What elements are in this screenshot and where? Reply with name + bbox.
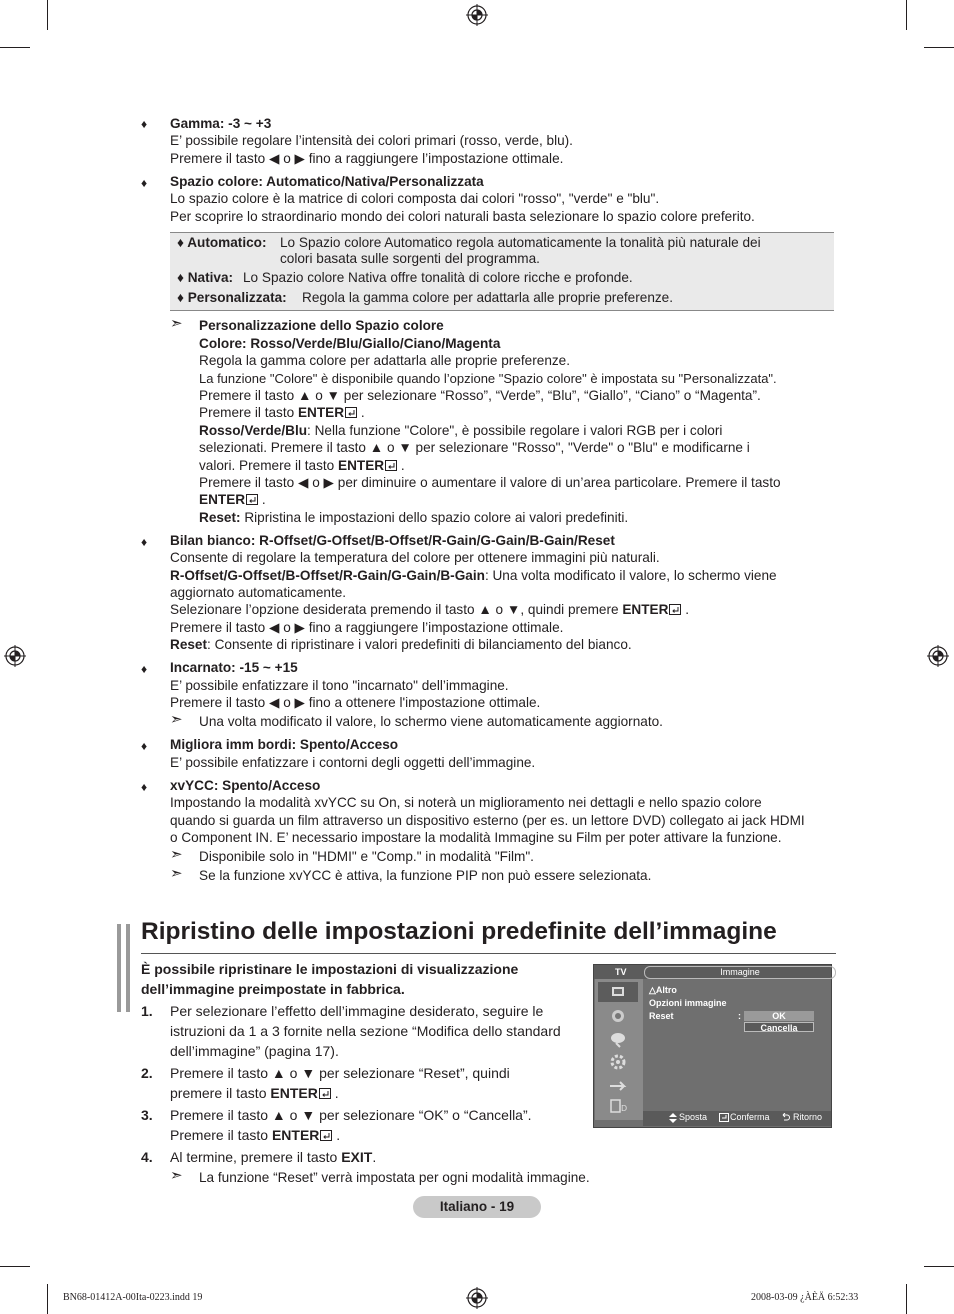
note-line: Premere il tasto ▲ o ▼ per selezionare “Rosso”, “Verde”, “Blu”, “Giallo”, “Ciano” o “Magenta”. bbox=[199, 388, 761, 403]
registration-mark-icon bbox=[466, 1287, 488, 1309]
xvycc-line: quando si guarda un film attraverso un dispositivo esterno (per es. un lettore DVD) collegato ai jack HDMI bbox=[170, 813, 805, 828]
xvycc-line: Impostando la modalità xvYCC su On, si noterà un miglioramento nei dettagli e nello spazio colore bbox=[170, 795, 762, 810]
svg-text:D: D bbox=[621, 1104, 628, 1113]
status-return: Ritorno bbox=[793, 1112, 823, 1122]
intro-text: È possibile ripristinare le impostazioni di visualizzazione bbox=[141, 961, 519, 977]
option-cancel[interactable]: Cancella bbox=[744, 1022, 814, 1032]
menu-title: Immagine bbox=[720, 967, 760, 977]
footer-file: BN68-01412A-00Ita-0223.indd 19 bbox=[63, 1292, 203, 1303]
input-icon bbox=[598, 1074, 638, 1094]
enter-icon bbox=[345, 407, 357, 418]
picture-icon bbox=[598, 982, 638, 1002]
sound-icon bbox=[598, 1006, 638, 1026]
gamma-line: E’ possibile regolare l’intensità dei colori primari (rosso, verde, blu). bbox=[170, 133, 573, 148]
note-line: Rosso/Verde/Blu: Nella funzione "Colore", è possibile regolare i valori RGB per i colori bbox=[199, 423, 723, 438]
option-text: Lo Spazio colore Nativa offre tonalità di colore ricche e profonde. bbox=[243, 270, 633, 285]
enter-icon bbox=[320, 1130, 332, 1141]
note-icon: ➣ bbox=[170, 846, 183, 863]
bilan-line: Reset: Consente di ripristinare i valori predefiniti di bilanciamento del bianco. bbox=[170, 637, 632, 652]
step-number: 3. bbox=[141, 1107, 153, 1123]
note-line: La funzione "Colore" è disponibile quando l’opzione "Spazio colore" è impostata su "Personalizzata". bbox=[199, 371, 777, 386]
migliora-line: E’ possibile enfatizzare i contorni degli oggetti dell’immagine. bbox=[170, 755, 536, 770]
spazio-line: Lo spazio colore è la matrice di colori composta dai colori "rosso", "verde" e "blu". bbox=[170, 191, 660, 206]
menu-item-picture-options[interactable]: Opzioni immagine bbox=[649, 998, 727, 1008]
page-number-badge: Italiano - 19 bbox=[413, 1196, 541, 1218]
note-line: selezionati. Premere il tasto ▲ o ▼ per selezionare "Rosso", "Verde" o "Blu" e modificarne i bbox=[199, 440, 750, 455]
note-line: ENTER . bbox=[199, 492, 266, 507]
migliora-title: Migliora imm bordi: Spento/Acceso bbox=[170, 737, 399, 752]
note-icon: ➣ bbox=[170, 865, 183, 882]
bullet-icon: ♦ bbox=[141, 780, 148, 794]
option-label: ♦ Automatico: bbox=[177, 235, 267, 250]
xvycc-line: o Component IN. E’ necessario impostare la modalità Immagine su Film per poter attivare la funzione. bbox=[170, 830, 782, 845]
registration-mark-icon bbox=[927, 645, 949, 667]
enter-icon bbox=[319, 1088, 331, 1099]
note-line: Se la funzione xvYCC è attiva, la funzione PIP non può essere selezionata. bbox=[199, 868, 652, 883]
spazio-line: Per scoprire lo straordinario mondo dei colori naturali basta selezionare lo spazio colore preferito. bbox=[170, 209, 755, 224]
heading-rule bbox=[141, 953, 836, 954]
step-text: Al termine, premere il tasto EXIT. bbox=[170, 1149, 377, 1165]
move-arrows-icon bbox=[669, 1113, 677, 1123]
section-heading: Ripristino delle impostazioni predefinite dell’immagine bbox=[141, 918, 777, 945]
heading-accent-bar bbox=[117, 924, 121, 1012]
menu-item-colon: : bbox=[738, 1011, 741, 1021]
return-icon bbox=[781, 1113, 790, 1122]
option-label: ♦ Nativa: bbox=[177, 270, 234, 285]
step-text: Premere il tasto ENTER . bbox=[170, 1127, 341, 1143]
bilan-line: Consente di regolare la temperatura del colore per ottenere immagini più naturali. bbox=[170, 550, 660, 565]
tv-menu-screenshot bbox=[593, 964, 832, 1128]
registration-mark-icon bbox=[4, 645, 26, 667]
menu-item-back[interactable]: △Altro bbox=[649, 985, 677, 995]
menu-item-reset[interactable]: Reset bbox=[649, 1011, 674, 1021]
bilan-line: Premere il tasto ◀ o ▶ fino a raggiungere l’impostazione ottimale. bbox=[170, 620, 564, 635]
step-text: dell’immagine” (pagina 17). bbox=[170, 1043, 339, 1059]
note-icon: ➣ bbox=[170, 315, 183, 332]
heading-accent-bar bbox=[126, 924, 130, 1012]
incarnato-line: E’ possibile enfatizzare il tono "incarnato" dell’immagine. bbox=[170, 678, 509, 693]
crop-mark bbox=[0, 47, 30, 48]
note-line: valori. Premere il tasto ENTER . bbox=[199, 458, 405, 473]
option-text: colori basata sulle sorgenti del programma. bbox=[280, 251, 540, 266]
registration-mark-icon bbox=[466, 4, 488, 26]
note-line: Una volta modificato il valore, lo schermo viene automaticamente aggiornato. bbox=[199, 714, 663, 729]
incarnato-title: Incarnato: -15 ~ +15 bbox=[170, 660, 298, 675]
status-confirm: Conferma bbox=[730, 1112, 770, 1122]
enter-icon bbox=[246, 494, 258, 505]
step-text: Premere il tasto ▲ o ▼ per selezionare “Reset”, quindi bbox=[170, 1065, 510, 1081]
option-text: Regola la gamma colore per adattarla alle proprie preferenze. bbox=[302, 290, 674, 305]
option-ok[interactable]: OK bbox=[744, 1011, 814, 1021]
option-text: Lo Spazio colore Automatico regola automaticamente la tonalità più naturale dei bbox=[280, 235, 761, 250]
channel-icon bbox=[598, 1029, 638, 1049]
step-number: 2. bbox=[141, 1065, 153, 1081]
option-label: ♦ Personalizzata: bbox=[177, 290, 287, 305]
bullet-icon: ♦ bbox=[141, 739, 148, 753]
step-text: Per selezionare l’effetto dell’immagine desiderato, seguire le bbox=[170, 1003, 544, 1019]
setup-icon bbox=[598, 1052, 638, 1072]
note-line: Disponibile solo in "HDMI" e "Comp." in modalità "Film". bbox=[199, 849, 534, 864]
crop-mark bbox=[0, 1266, 30, 1267]
note-line: Premere il tasto ENTER . bbox=[199, 405, 365, 420]
enter-icon bbox=[669, 604, 681, 615]
note-line: Regola la gamma colore per adattarla alle proprie preferenze. bbox=[199, 353, 571, 368]
incarnato-line: Premere il tasto ◀ o ▶ fino a ottenere l'impostazione ottimale. bbox=[170, 695, 541, 710]
status-move: Sposta bbox=[679, 1112, 708, 1122]
crop-mark bbox=[906, 1284, 907, 1314]
bullet-icon: ♦ bbox=[141, 176, 148, 190]
note-icon: ➣ bbox=[170, 711, 183, 728]
note-title: Colore: Rosso/Verde/Blu/Giallo/Ciano/Magenta bbox=[199, 336, 501, 351]
gamma-line: Premere il tasto ◀ o ▶ fino a raggiungere l’impostazione ottimale. bbox=[170, 151, 564, 166]
step-text: istruzioni da 1 a 3 fornite nella sezione “Modifica dello standard bbox=[170, 1023, 561, 1039]
intro-text: dell’immagine preimpostate in fabbrica. bbox=[141, 981, 405, 997]
bullet-icon: ♦ bbox=[141, 662, 148, 676]
step-number: 1. bbox=[141, 1003, 153, 1019]
crop-mark bbox=[47, 1284, 48, 1314]
enter-icon bbox=[385, 460, 397, 471]
note-icon: ➣ bbox=[170, 1167, 183, 1184]
enter-icon bbox=[719, 1113, 729, 1122]
crop-mark bbox=[924, 1266, 954, 1267]
crop-mark bbox=[906, 0, 907, 30]
step-text: premere il tasto ENTER . bbox=[170, 1085, 339, 1101]
bilan-line: R-Offset/G-Offset/B-Offset/R-Gain/G-Gain/B-Gain: Una volta modificato il valore, lo schermo viene bbox=[170, 568, 777, 583]
xvycc-title: xvYCC: Spento/Acceso bbox=[170, 778, 321, 793]
gamma-title: Gamma: -3 ~ +3 bbox=[170, 116, 272, 131]
application-icon bbox=[598, 1096, 638, 1116]
crop-mark bbox=[47, 0, 48, 30]
bilan-title: Bilan bianco: R-Offset/G-Offset/B-Offset/R-Gain/G-Gain/B-Gain/Reset bbox=[170, 533, 615, 548]
bullet-icon: ♦ bbox=[141, 535, 148, 549]
bilan-line: aggiornato automaticamente. bbox=[170, 585, 347, 600]
note-title: Personalizzazione dello Spazio colore bbox=[199, 318, 444, 333]
step-number: 4. bbox=[141, 1149, 153, 1165]
footer-date: 2008-03-09 ¿ÀÈÄ 6:52:33 bbox=[751, 1292, 859, 1303]
bilan-line: Selezionare l’opzione desiderata premendo il tasto ▲ o ▼, quindi premere ENTER . bbox=[170, 602, 689, 617]
note-line: La funzione “Reset” verrà impostata per ogni modalità immagine. bbox=[199, 1170, 590, 1185]
crop-mark bbox=[924, 47, 954, 48]
note-line: Reset: Ripristina le impostazioni dello spazio colore ai valori predefiniti. bbox=[199, 510, 629, 525]
step-text: Premere il tasto ▲ o ▼ per selezionare “OK” o “Cancella”. bbox=[170, 1107, 532, 1123]
note-line: Premere il tasto ◀ o ▶ per diminuire o aumentare il valore di un’area particolare. Premere il tasto bbox=[199, 475, 781, 490]
spazio-title: Spazio colore: Automatico/Nativa/Personalizzata bbox=[170, 174, 484, 189]
tv-label: TV bbox=[615, 967, 627, 977]
bullet-icon: ♦ bbox=[141, 117, 148, 131]
